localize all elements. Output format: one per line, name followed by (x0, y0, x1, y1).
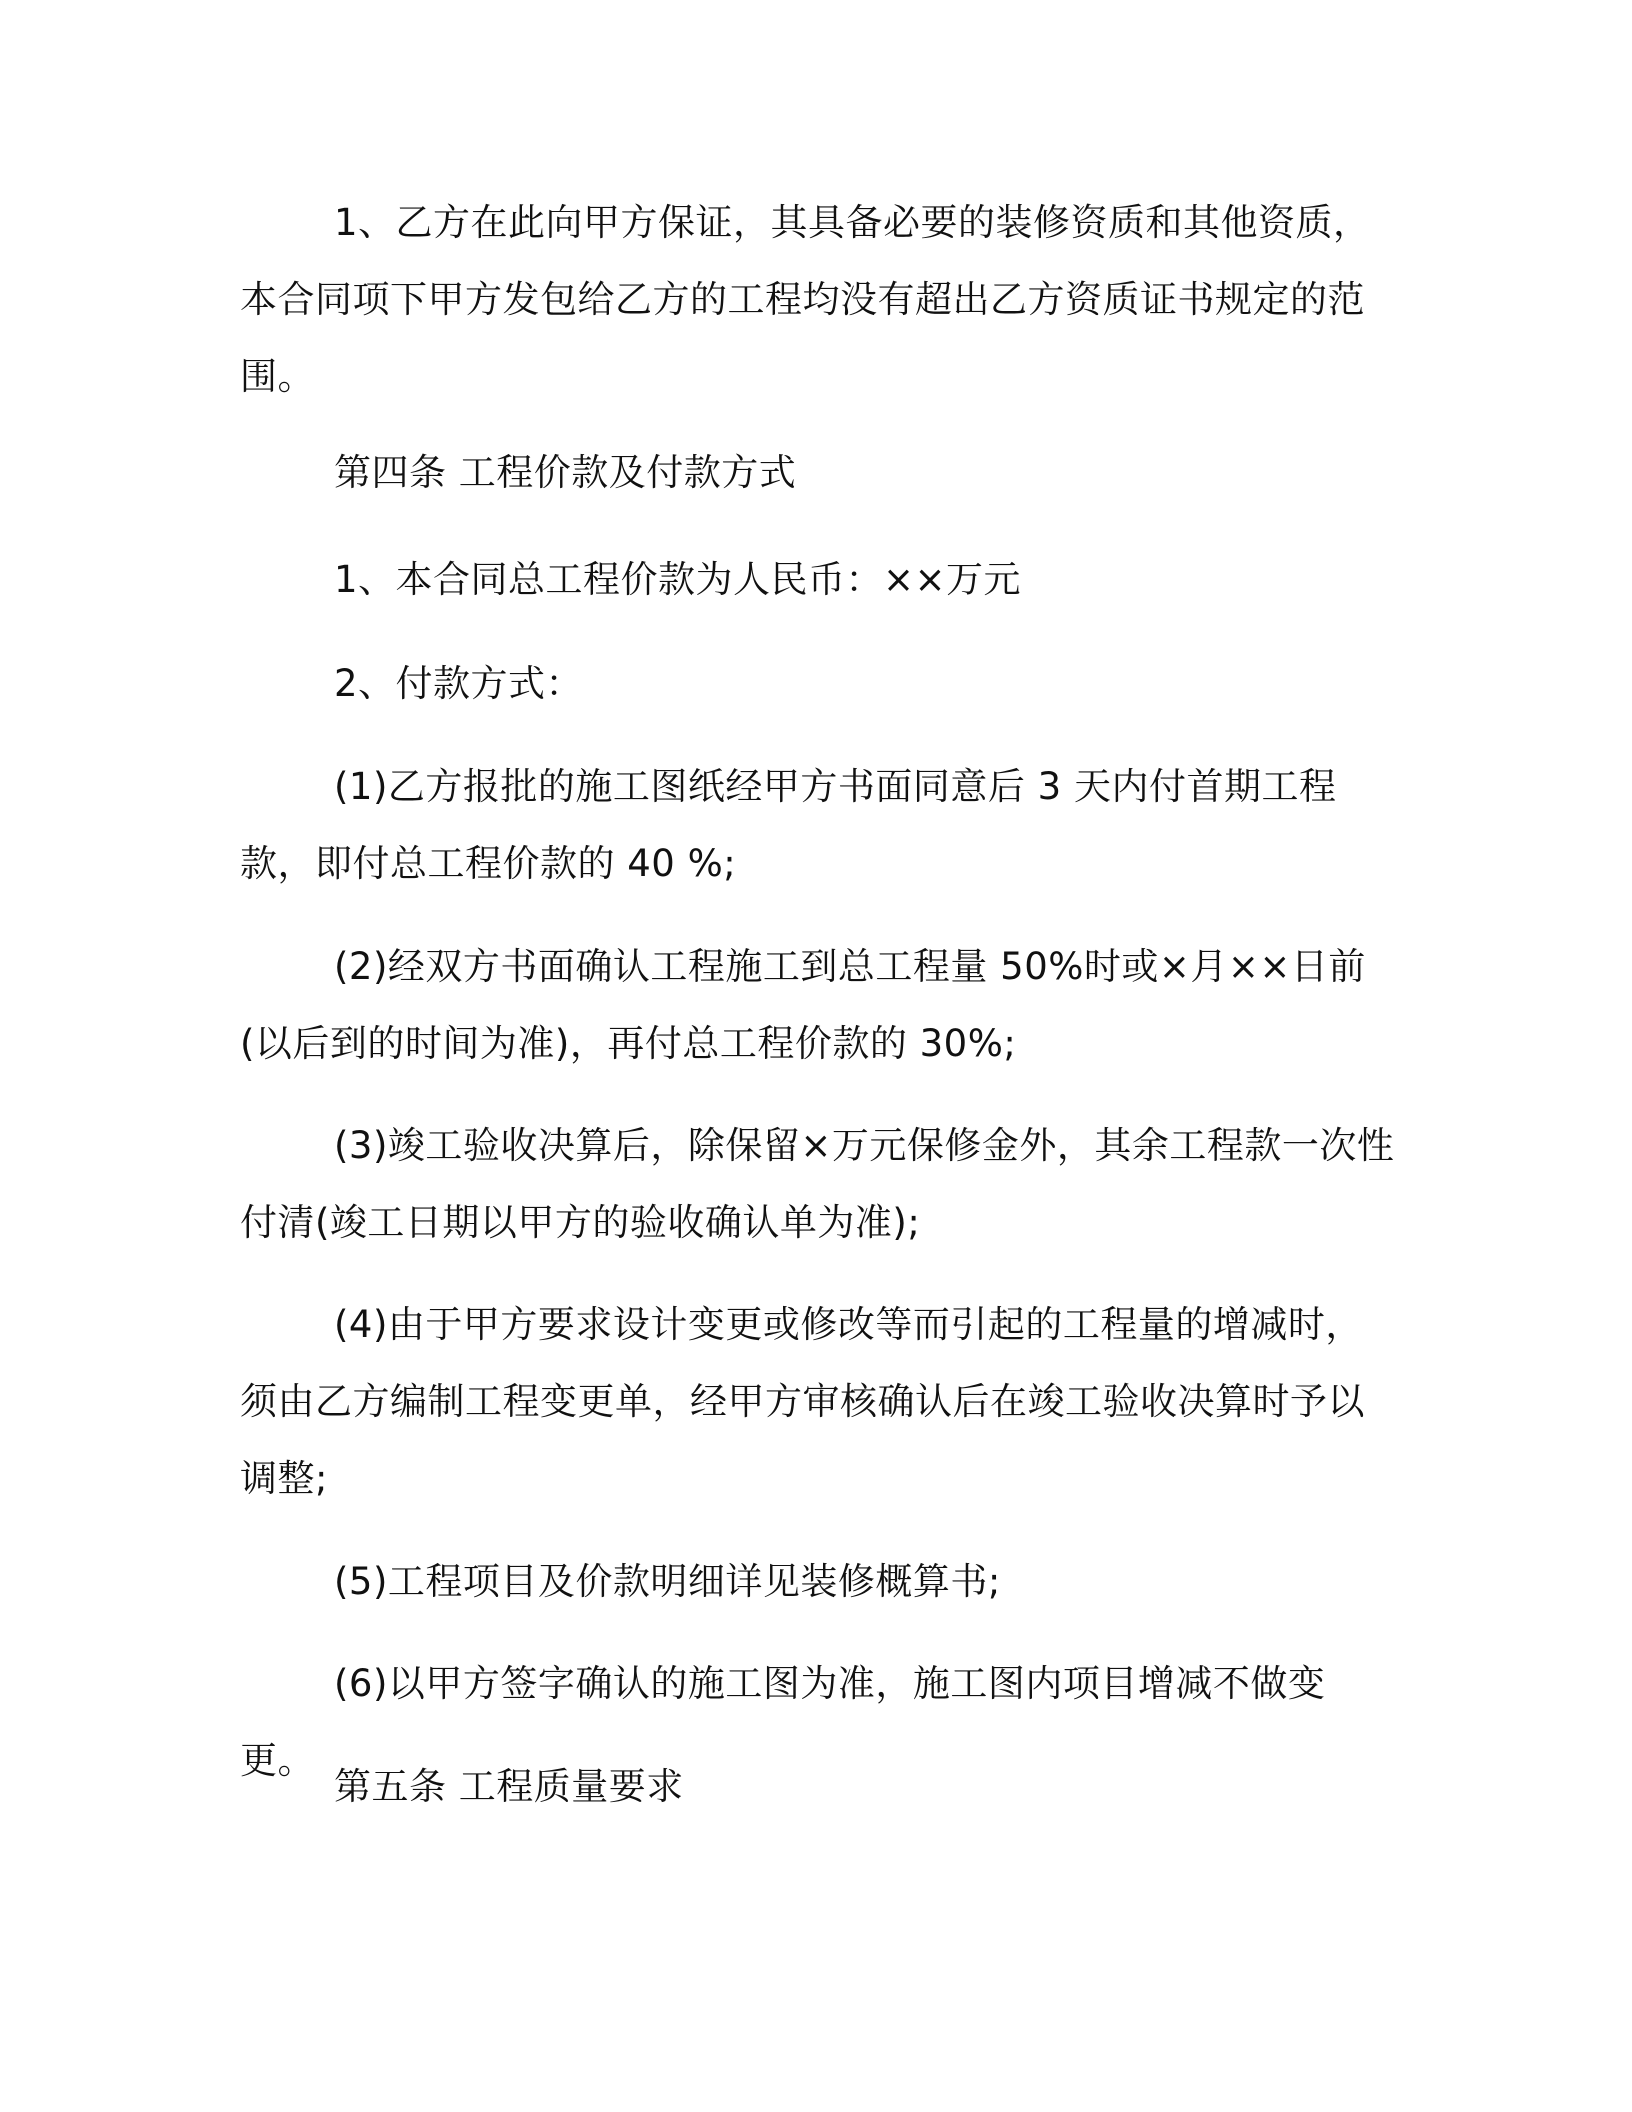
payment-term-6: (6)以甲方签字确认的施工图为准，施工图内项目增减不做变更。 (240, 1662, 1326, 1782)
article-4-heading: 第四条 工程价款及付款方式 (334, 451, 797, 494)
payment-term-1: (1)乙方报批的施工图纸经甲方书面同意后 3 天内付首期工程款，即付总工程价款的 40 %; (240, 765, 1337, 885)
article-5-heading: 第五条 工程质量要求 (334, 1765, 684, 1808)
payment-term-2: (2)经双方书面确认工程施工到总工程量 50%时或×月××日前(以后到的时间为准)，再付总工程价款的 30%; (240, 945, 1366, 1065)
article-4-item-1: 1、本合同总工程价款为人民币：××万元 (334, 558, 1022, 601)
clause-3-item-1: 1、乙方在此向甲方保证，其具备必要的装修资质和其他资质，本合同项下甲方发包给乙方的工程均没有超出乙方资质证书规定的范围。 (240, 201, 1371, 398)
article-4-item-2: 2、付款方式： (334, 662, 584, 705)
payment-term-4: (4)由于甲方要求设计变更或修改等而引起的工程量的增减时，须由乙方编制工程变更单，经甲方审核确认后在竣工验收决算时予以调整; (240, 1303, 1365, 1500)
payment-term-5: (5)工程项目及价款明细详见装修概算书; (334, 1560, 1001, 1603)
payment-term-3: (3)竣工验收决算后，除保留×万元保修金外，其余工程款一次性付清(竣工日期以甲方的验收确认单为准); (240, 1124, 1395, 1244)
